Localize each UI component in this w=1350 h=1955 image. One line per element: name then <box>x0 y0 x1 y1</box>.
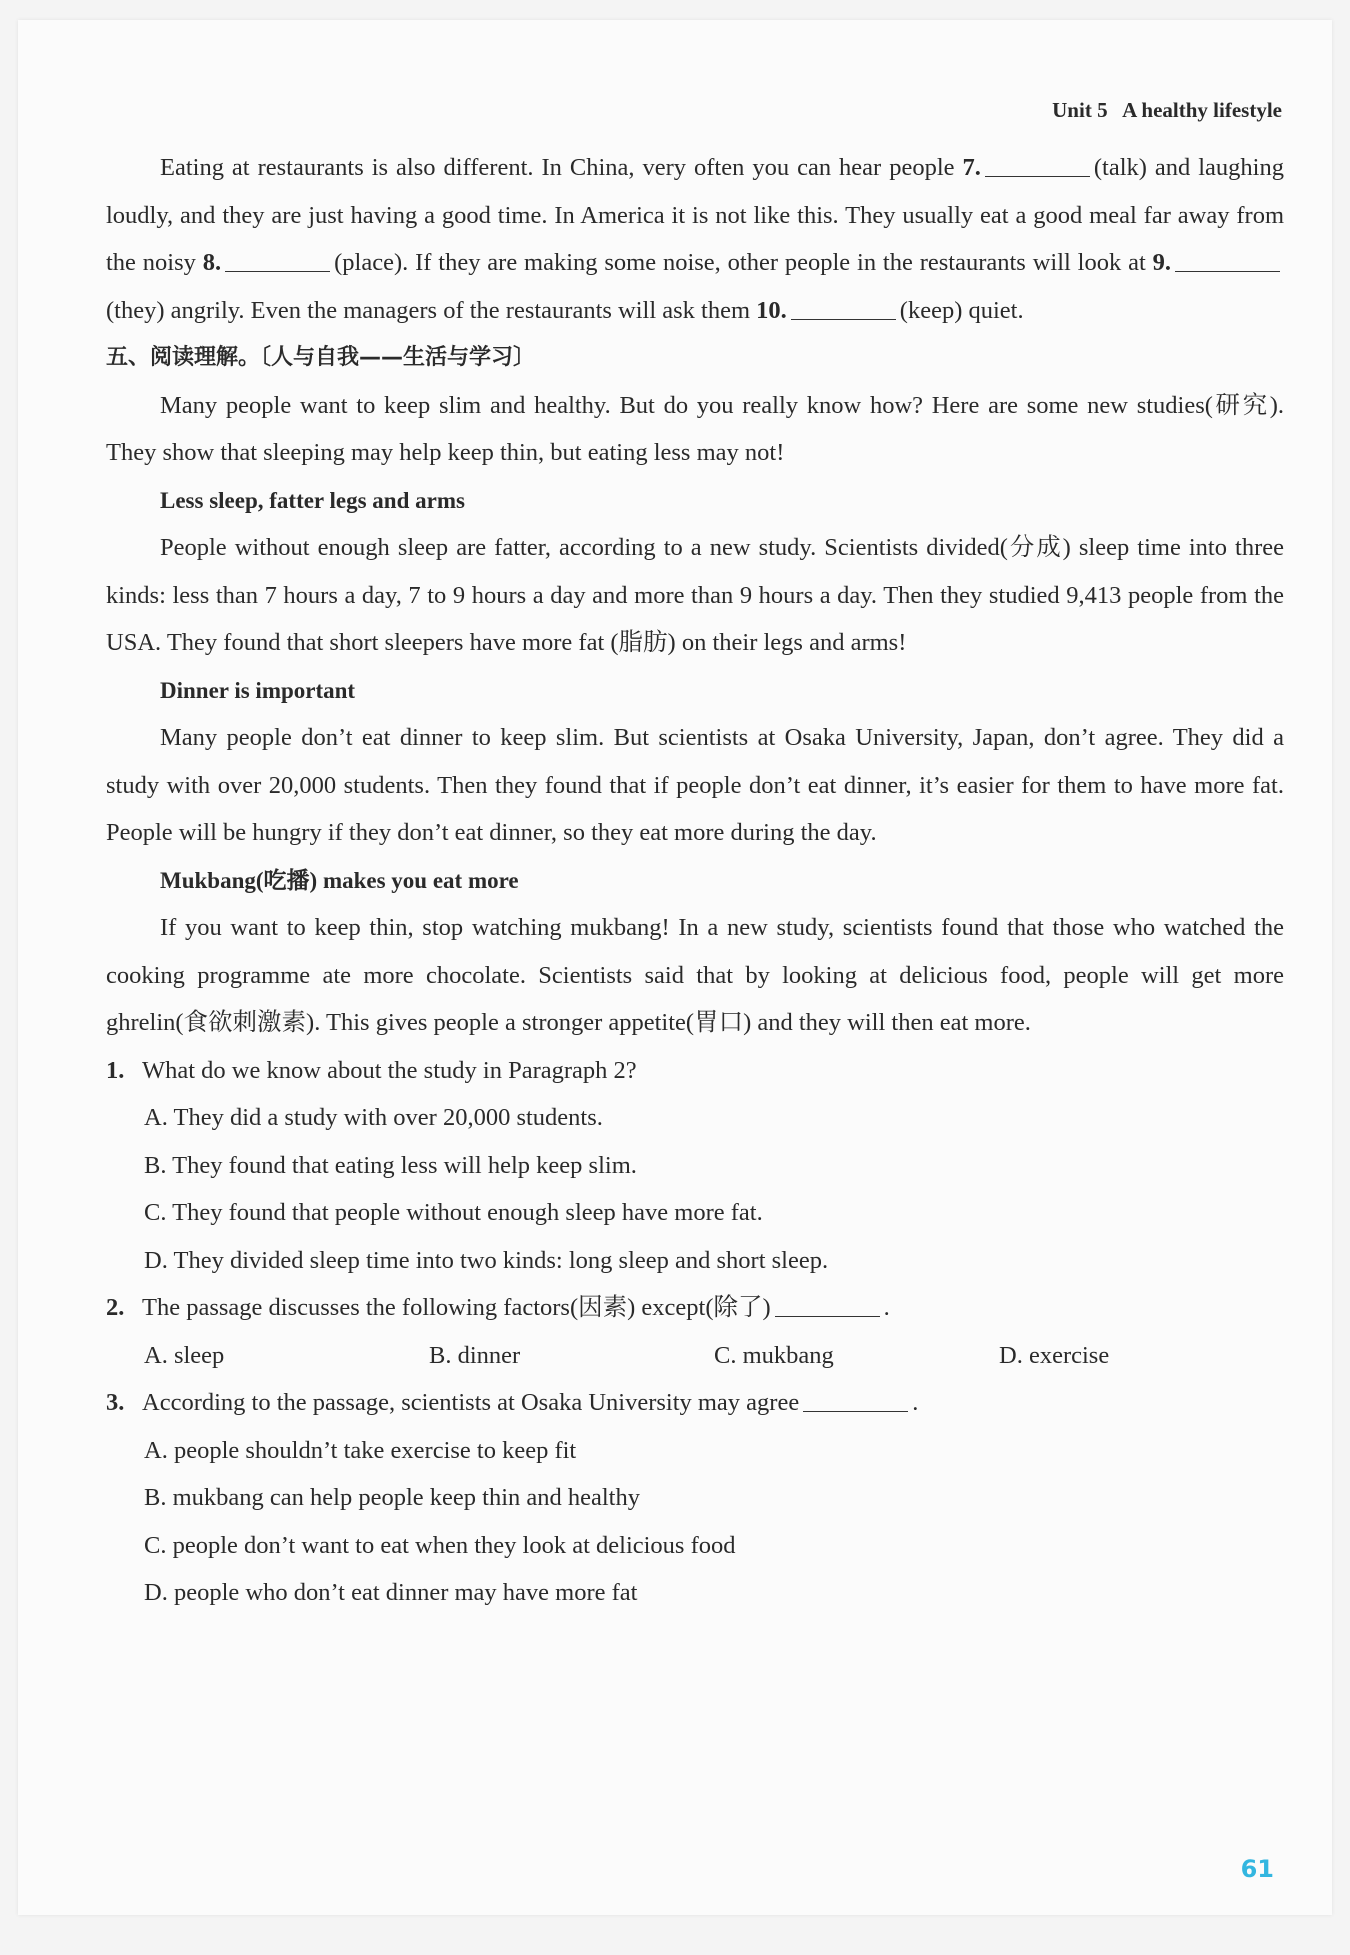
cloze-text: (keep) quiet. <box>899 296 1024 324</box>
question-stem: According to the passage, scientists at Osaka University may agree <box>142 1389 800 1416</box>
option[interactable]: C. people don’t want to eat when they look at delicious food <box>144 1531 736 1559</box>
unit-label: Unit 5 <box>1052 98 1108 122</box>
question-stem: The passage discusses the following factors(因素) except(除了) <box>142 1294 771 1321</box>
question-stem: What do we know about the study in Paragraph 2? <box>142 1056 637 1084</box>
cloze-paragraph <box>106 144 1284 334</box>
cloze-text: (talk) and laughing loudly, and they are just having a good time. In America it is not like this. They usually eat a good meal far away from the noisy <box>106 154 1284 276</box>
option[interactable]: C. They found that people without enough sleep have more fat. <box>144 1199 763 1226</box>
option[interactable]: A. sleep <box>144 1341 225 1369</box>
question-2: 2. The passage discusses the following factors(因素) except(除了) . <box>106 1284 1284 1332</box>
question-number: 2. <box>106 1294 125 1321</box>
option[interactable]: C. mukbang <box>714 1341 834 1369</box>
page-header <box>1052 98 1282 123</box>
page-body <box>106 144 1284 1617</box>
page-number: 61 <box>1240 1855 1274 1883</box>
option[interactable]: B. dinner <box>429 1341 521 1369</box>
passage-heading-3: Mukbang(吃播) makes you eat more <box>160 867 519 893</box>
blank-number: 10. <box>756 296 787 324</box>
answer-blank[interactable] <box>985 152 1090 177</box>
option[interactable]: B. mukbang can help people keep thin and healthy <box>144 1484 640 1511</box>
page <box>18 20 1332 1915</box>
blank-number: 7. <box>962 154 981 181</box>
passage-heading-2: Dinner is important <box>160 677 356 703</box>
blank-number: 8. <box>202 249 222 276</box>
cloze-text: (place). If they are making some noise, other people in the restaurants will look at <box>334 249 1153 276</box>
passage-paragraph-3: If you want to keep thin, stop watching mukbang! In a new study, scientists found that those who watched the cooking programme ate more chocolate. Scientists said that by looking at delicious food, people will get more ghrelin(食欲刺激素). This gives people a stronger appetite(胃口) and they will then eat more. <box>106 914 1284 1036</box>
option[interactable]: D. people who don’t eat dinner may have more fat <box>144 1579 638 1606</box>
cloze-text: (they) angrily. Even the managers of the restaurants will ask them <box>106 296 757 324</box>
question-1 <box>106 1047 1284 1095</box>
answer-blank[interactable] <box>225 247 330 272</box>
option[interactable]: D. They divided sleep time into two kinds: long sleep and short sleep. <box>144 1246 829 1274</box>
passage-heading-1: Less sleep, fatter legs and arms <box>160 487 465 513</box>
question-number: 1. <box>106 1056 125 1084</box>
passage-paragraph-2: Many people don’t eat dinner to keep slim. But scientists at Osaka University, Japan, don’t agree. They did a study with over 20,000 students. Then they found that if people don’t eat dinner, it’s easier for them to have more fat. People will be hungry if they don’t eat dinner, so they eat more during the day. <box>106 724 1284 846</box>
question-number: 3. <box>106 1389 125 1416</box>
blank-number: 9. <box>1152 249 1171 276</box>
options-row <box>106 1332 1284 1380</box>
option[interactable]: D. exercise <box>999 1341 1110 1369</box>
cloze-text: Eating at restaurants is also different. In China, very often you can hear people <box>160 154 963 181</box>
unit-title: A healthy lifestyle <box>1122 98 1282 122</box>
option[interactable]: A. They did a study with over 20,000 students. <box>144 1104 603 1131</box>
passage-paragraph-1: People without enough sleep are fatter, according to a new study. Scientists divided(分成) sleep time into three kinds: less than 7 hours a day, 7 to 9 hours a day and more than 9 hours a day. Then they studied 9,413 people from the USA. They found that short sleepers have more fat (脂肪) on their legs and arms! <box>106 534 1284 656</box>
answer-blank[interactable] <box>791 295 896 320</box>
section-title: 五、阅读理解。〔人与自我——生活与学习〕 <box>106 345 536 370</box>
answer-blank[interactable] <box>1175 247 1280 272</box>
option[interactable]: A. people shouldn’t take exercise to keep fit <box>144 1436 577 1464</box>
answer-blank[interactable] <box>803 1387 908 1412</box>
answer-blank[interactable] <box>775 1292 880 1317</box>
option[interactable]: B. They found that eating less will help keep slim. <box>144 1151 637 1179</box>
question-3: 3. According to the passage, scientists at Osaka University may agree . <box>106 1379 1284 1427</box>
passage-intro: Many people want to keep slim and healthy. But do you really know how? Here are some new studies(研究). They show that sleeping may help keep thin, but eating less may not! <box>106 391 1284 466</box>
